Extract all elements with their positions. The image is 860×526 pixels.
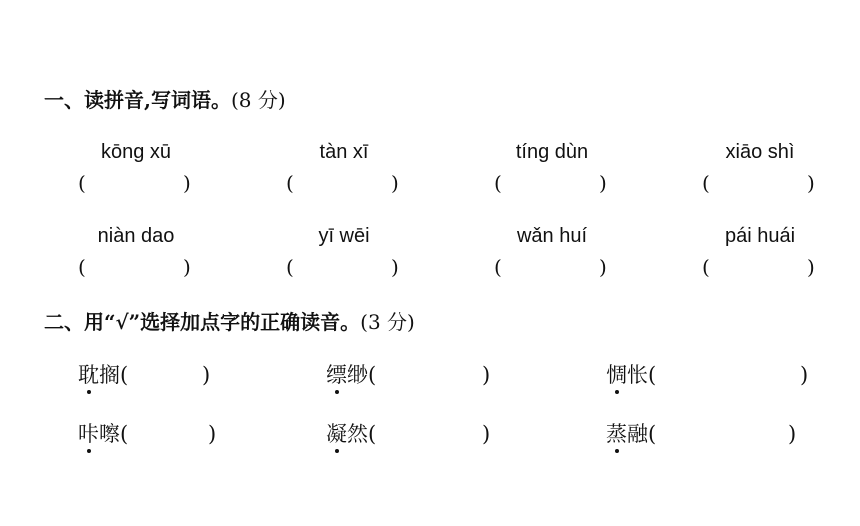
answer-paren-open-2: ( xyxy=(286,171,294,195)
word-rest: 怅 xyxy=(627,363,648,387)
section-1-points: (8 分) xyxy=(230,88,286,112)
word-rest: 搁 xyxy=(99,363,120,387)
dotted-character: 惆 xyxy=(606,363,627,387)
answer-paren-close: ) xyxy=(788,422,797,446)
pinyin-item-3: tíng dùn xyxy=(515,141,589,163)
pinyin-item-1: kōng xū xyxy=(100,141,172,163)
word-item-6 xyxy=(606,421,656,447)
section-2-heading xyxy=(44,310,415,334)
answer-paren-close-7: ) xyxy=(599,255,607,279)
answer-paren-close-5: ) xyxy=(183,255,191,279)
answer-paren-open-4: ( xyxy=(702,171,710,195)
pinyin-item-7: wǎn huí xyxy=(516,225,588,247)
answer-paren-close-3: ) xyxy=(599,171,607,195)
section-2-title: 用“√”选择加点字的正确读音。 xyxy=(84,310,361,334)
word-rest: 融 xyxy=(627,422,648,446)
answer-paren-close: ) xyxy=(208,422,217,446)
answer-paren-close-1: ) xyxy=(183,171,191,195)
answer-paren-open-1: ( xyxy=(78,171,86,195)
dotted-character: 咔 xyxy=(78,422,99,446)
answer-paren-open-5: ( xyxy=(78,255,86,279)
word-rest: 缈 xyxy=(347,363,368,387)
pinyin-item-4: xiāo shì xyxy=(725,141,795,163)
word-rest: 嚓 xyxy=(99,422,120,446)
word-item-1 xyxy=(78,362,128,388)
section-1-heading xyxy=(44,88,286,112)
answer-paren-open-3: ( xyxy=(494,171,502,195)
section-1-title: 读拼音,写词语。 xyxy=(84,88,231,112)
section-2-points: (3 分) xyxy=(360,310,415,334)
answer-paren-close: ) xyxy=(202,363,211,387)
answer-paren-close: ) xyxy=(482,363,491,387)
pinyin-item-8: pái huái xyxy=(724,225,796,247)
dotted-character: 蒸 xyxy=(606,422,627,446)
dotted-character: 耽 xyxy=(78,363,99,387)
word-rest: 然 xyxy=(347,422,368,446)
pinyin-item-2: tàn xī xyxy=(319,141,369,163)
pinyin-item-5: niàn dao xyxy=(97,225,175,247)
answer-paren-close-2: ) xyxy=(391,171,399,195)
answer-paren-open-7: ( xyxy=(494,255,502,279)
section-1-number: 一、 xyxy=(44,88,84,112)
answer-paren-open-6: ( xyxy=(286,255,294,279)
answer-paren-open: ( xyxy=(120,363,129,387)
word-item-2 xyxy=(326,362,376,388)
answer-paren-open: ( xyxy=(648,363,657,387)
dotted-character: 缥 xyxy=(326,363,347,387)
answer-paren-open: ( xyxy=(648,422,657,446)
pinyin-item-6: yī wēi xyxy=(318,225,370,247)
answer-paren-close-6: ) xyxy=(391,255,399,279)
answer-paren-close: ) xyxy=(800,363,809,387)
dotted-character: 凝 xyxy=(326,422,347,446)
section-2-number: 二、 xyxy=(44,310,84,334)
answer-paren-close-8: ) xyxy=(807,255,815,279)
answer-paren-open-8: ( xyxy=(702,255,710,279)
word-item-3 xyxy=(606,362,656,388)
word-item-4 xyxy=(78,421,128,447)
answer-paren-close-4: ) xyxy=(807,171,815,195)
answer-paren-open: ( xyxy=(368,363,377,387)
word-item-5 xyxy=(326,421,376,447)
answer-paren-close: ) xyxy=(482,422,491,446)
answer-paren-open: ( xyxy=(120,422,129,446)
answer-paren-open: ( xyxy=(368,422,377,446)
